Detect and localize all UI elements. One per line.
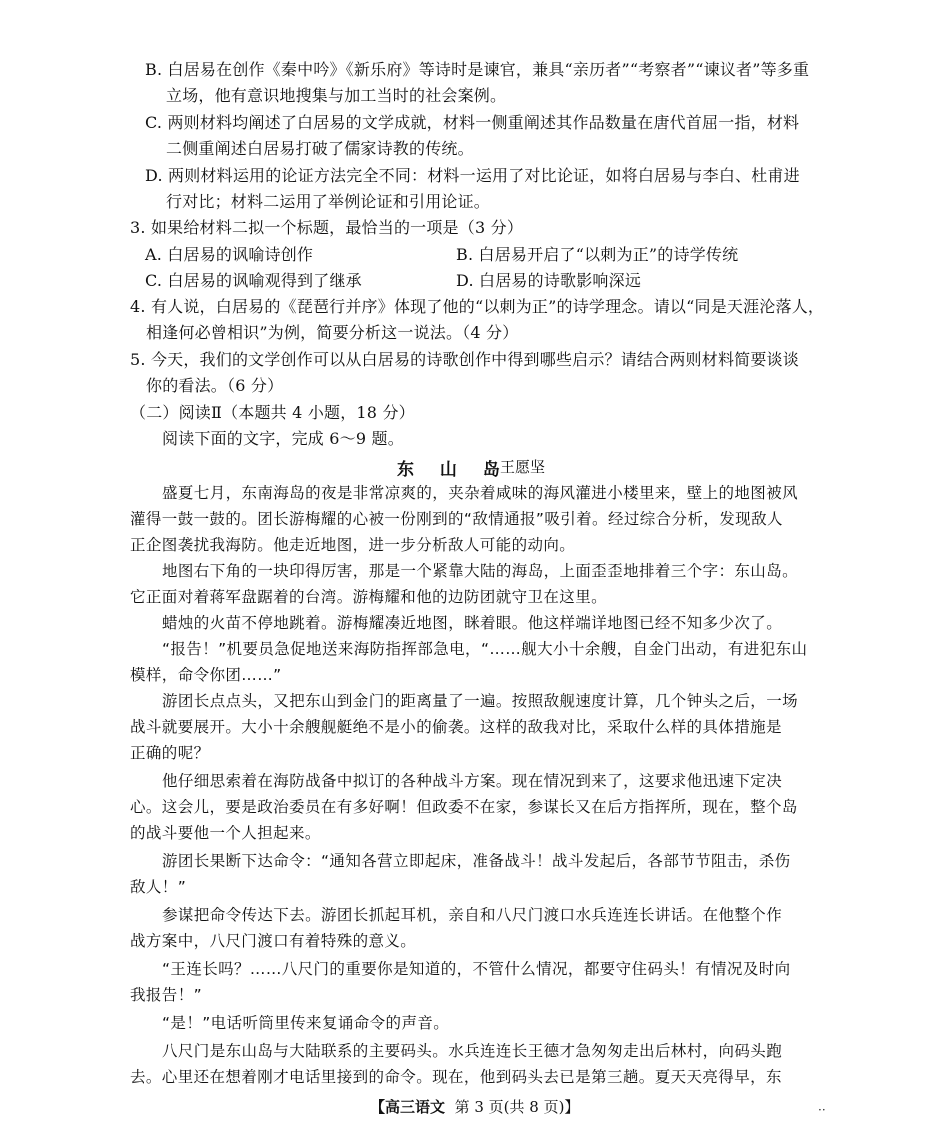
- q4-line2: 相逢何必曾相识”为例，简要分析这一说法。（4 分）: [146, 323, 519, 342]
- q4-line1: 4. 有人说，白居易的《琵琶行并序》体现了他的“以刺为正”的诗学理念。请以“同是天涯沦落人，: [130, 297, 825, 316]
- story-line: “王连长吗？……八尺门的重要你是知道的，不管什么情况，都要守住码头！有情况及时向: [162, 960, 791, 978]
- story-line: 蜡烛的火苗不停地跳着。游梅耀凑近地图，眯着眼。他这样端详地图已经不知多少次了。: [162, 614, 783, 632]
- story-line: 的战斗要他一个人担起来。: [130, 824, 321, 842]
- story-line: 参谋把命令传达下去。游团长抓起耳机，亲自和八尺门渡口水兵连连长讲话。在他整个作: [162, 906, 783, 924]
- story-line: 游团长果断下达命令：“通知各营立即起床，准备战斗！战斗发起后，各部节节阻击，杀伤: [162, 852, 791, 870]
- q2-option-b-line1: B. 白居易在创作《秦中吟》《新乐府》等诗时是谏官，兼具“亲历者”“考察者”“谏议者”等多重: [145, 60, 810, 79]
- story-line: 正企图袭扰我海防。他走近地图，进一步分析敌人可能的动向。: [130, 536, 576, 554]
- corner-mark: ··: [818, 1103, 826, 1117]
- footer-label: 【高三语文: [370, 1098, 446, 1116]
- story-line: 游团长点点头，又把东山到金门的距离量了一遍。按照敌舰速度计算，几个钟头之后，一场: [162, 692, 799, 710]
- story-line: 地图右下角的一块印得厉害，那是一个紧靠大陆的海岛，上面歪歪地排着三个字：东山岛。: [162, 562, 799, 580]
- story-line: 灌得一鼓一鼓的。团长游梅耀的心被一份刚到的“敌情通报”吸引着。经过综合分析，发现敌人: [130, 510, 783, 528]
- story-line: 模样，命令你团……”: [130, 666, 282, 684]
- q3-option-d: D. 白居易的诗歌影响深远: [456, 271, 642, 290]
- story-line: 正确的呢？: [130, 744, 210, 762]
- story-line: 八尺门是东山岛与大陆联系的主要码头。水兵连连长王德才急匆匆走出后林村，向码头跑: [162, 1042, 783, 1060]
- q2-option-c-line2: 二侧重阐述白居易打破了儒家诗教的传统。: [166, 139, 474, 158]
- q5-line2: 你的看法。（6 分）: [146, 376, 284, 395]
- story-line: “报告！”机要员急促地送来海防指挥部急电，“……舰大小十余艘，自金门出动，有进犯东山: [162, 640, 808, 658]
- story-line: “是！”电话听筒里传来复诵命令的声音。: [162, 1014, 450, 1032]
- story-line: 我报告！”: [130, 986, 203, 1004]
- section2-instruction: 阅读下面的文字，完成 6～9 题。: [162, 429, 404, 448]
- q2-option-c-line1: C. 两则材料均阐述了白居易的文学成就，材料一侧重阐述其作品数量在唐代首屈一指，材料: [145, 113, 800, 132]
- q3-stem: 3. 如果给材料二拟一个标题，最恰当的一项是（3 分）: [130, 218, 524, 237]
- story-line: 战斗就要展开。大小十余艘舰艇绝不是小的偷袭。这样的敌我对比，采取什么样的具体措施是: [130, 718, 782, 736]
- story-line: 它正面对着蒋军盘踞着的台湾。游梅耀和他的边防团就守卫在这里。: [130, 588, 608, 606]
- q2-option-d-line1: D. 两则材料运用的论证方法完全不同：材料一运用了对比论证，如将白居易与李白、杜甫进: [145, 166, 800, 185]
- section2-heading: （二）阅读Ⅱ（本题共 4 小题，18 分）: [130, 403, 415, 422]
- story-line: 盛夏七月，东南海岛的夜是非常凉爽的，夹杂着咸味的海风灌进小楼里来，壁上的地图被风: [162, 484, 799, 502]
- story-line: 敌人！”: [130, 878, 187, 896]
- story-author: 王愿坚: [500, 458, 546, 476]
- q3-option-c: C. 白居易的讽喻观得到了继承: [145, 271, 362, 290]
- q3-option-a: A. 白居易的讽喻诗创作: [145, 245, 314, 264]
- q3-option-b: B. 白居易开启了“以刺为正”的诗学传统: [456, 245, 739, 264]
- story-line: 战方案中，八尺门渡口有着特殊的意义。: [130, 932, 417, 950]
- q2-option-d-line2: 行对比；材料二运用了举例论证和引用论证。: [166, 192, 491, 211]
- page-footer: [370, 1096, 579, 1117]
- story-line: 他仔细思索着在海防战备中拟订的各种战斗方案。现在情况到来了，这要求他迅速下定决: [162, 772, 783, 790]
- story-title: 东 山 岛: [397, 460, 510, 480]
- story-line: 去。心里还在想着刚才电话里接到的命令。现在，他到码头去已是第三趟。夏天天亮得早，东: [130, 1068, 782, 1086]
- story-line: 心。这会儿，要是政治委员在有多好啊！但政委不在家，参谋长又在后方指挥所，现在，整个岛: [130, 798, 798, 816]
- footer-page-info: 第 3 页(共 8 页)】: [454, 1098, 580, 1116]
- q2-option-b-line2: 立场，他有意识地搜集与加工当时的社会案例。: [166, 86, 507, 105]
- q5-line1: 5. 今天，我们的文学创作可以从白居易的诗歌创作中得到哪些启示？请结合两则材料简要谈谈: [130, 350, 799, 369]
